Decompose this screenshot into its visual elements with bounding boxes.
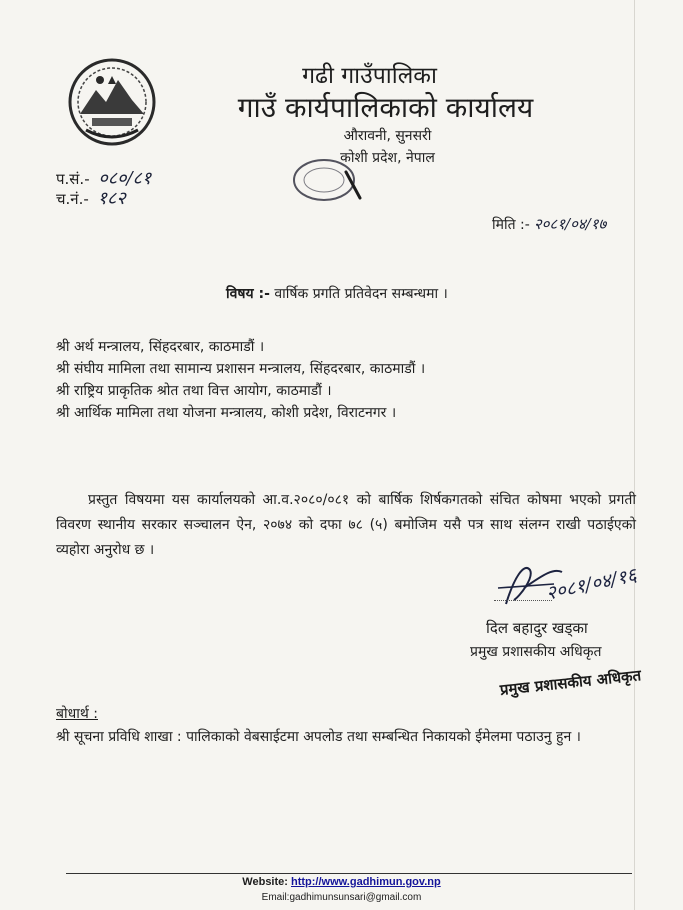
footer-email xyxy=(0,892,683,903)
website-link[interactable]: http://www.gadhimun.gov.np xyxy=(291,876,441,888)
recipient-item: श्री आर्थिक मामिला तथा योजना मन्त्रालय, कोशी प्रदेश, विराटनगर । xyxy=(56,405,397,421)
letter-date xyxy=(492,214,606,234)
ps-value: ०८०/८१ xyxy=(98,168,152,189)
office-address-line2: कोशी प्रदेश, नेपाल xyxy=(340,150,435,166)
recipient-item: श्री संघीय मामिला तथा सामान्य प्रशासन मन्त्रालय, सिंहदरबार, काठमाडौं । xyxy=(56,361,426,377)
chalani-number xyxy=(56,186,126,210)
recipient-item: श्री अर्थ मन्त्रालय, सिंहदरबार, काठमाडौं । xyxy=(56,339,265,355)
signature-dotted-line xyxy=(494,600,552,601)
subject-text: वार्षिक प्रगति प्रतिवेदन सम्बन्धमा । xyxy=(274,286,448,302)
cn-label: च.नं.- xyxy=(56,190,89,208)
date-value: २०८१/०४/१७ xyxy=(533,215,607,233)
email-address: gadhimunsunsari@gmail.com xyxy=(289,892,422,903)
office-address-line1: औरावनी, सुनसरी xyxy=(343,128,432,144)
cc-label: बोधार्थ : xyxy=(56,706,98,722)
signer-name: दिल बहादुर खड्का xyxy=(486,619,588,637)
cc-text: श्री सूचना प्रविधि शाखा : पालिकाको वेबसाईटमा अपलोड तथा सम्बन्धित निकायको ईमेलमा पठाउनु हुन । xyxy=(56,729,581,745)
recipient-item: श्री राष्ट्रिय प्राकृतिक श्रोत तथा वित्त आयोग, काठमाडौं । xyxy=(56,383,332,399)
handwritten-signature-icon xyxy=(484,548,654,616)
recipient-list xyxy=(56,336,425,424)
website-label: Website: xyxy=(242,876,288,888)
letter-body: प्रस्तुत विषयमा यस कार्यालयको आ.व.२०८०/०८१ को बार्षिक शिर्षकगतको संचित कोषमा भएको प्रगती विवरण स्थानीय सरकार सञ्चालन ऐन, २०७४ को दफा ७८ (५) बमोजिम यसै पत्र साथ संलग्न राखी पठाईएको व्यहोरा अनुरोध छ । xyxy=(56,492,636,558)
subject-line xyxy=(226,284,448,303)
footer-divider xyxy=(66,873,632,874)
ps-label: प.सं.- xyxy=(56,170,90,188)
signature-date: २०८१/०४/१६ xyxy=(544,564,639,605)
designation-stamp: प्रमुख प्रशासकीय अधिकृत xyxy=(499,666,642,699)
office-name: गाउँ कार्यपालिकाको कार्यालय xyxy=(237,91,534,124)
email-label: Email: xyxy=(261,892,290,903)
footer-website xyxy=(0,876,683,888)
office-seal-stamp-icon xyxy=(288,152,366,206)
cn-value: १८२ xyxy=(97,188,126,209)
subject-label: विषय :- xyxy=(226,286,270,302)
municipality-name: गढी गाउँपालिका xyxy=(302,63,437,89)
signer-title: प्रमुख प्रशासकीय अधिकृत xyxy=(470,644,602,660)
date-label: मिति :- xyxy=(492,217,530,233)
